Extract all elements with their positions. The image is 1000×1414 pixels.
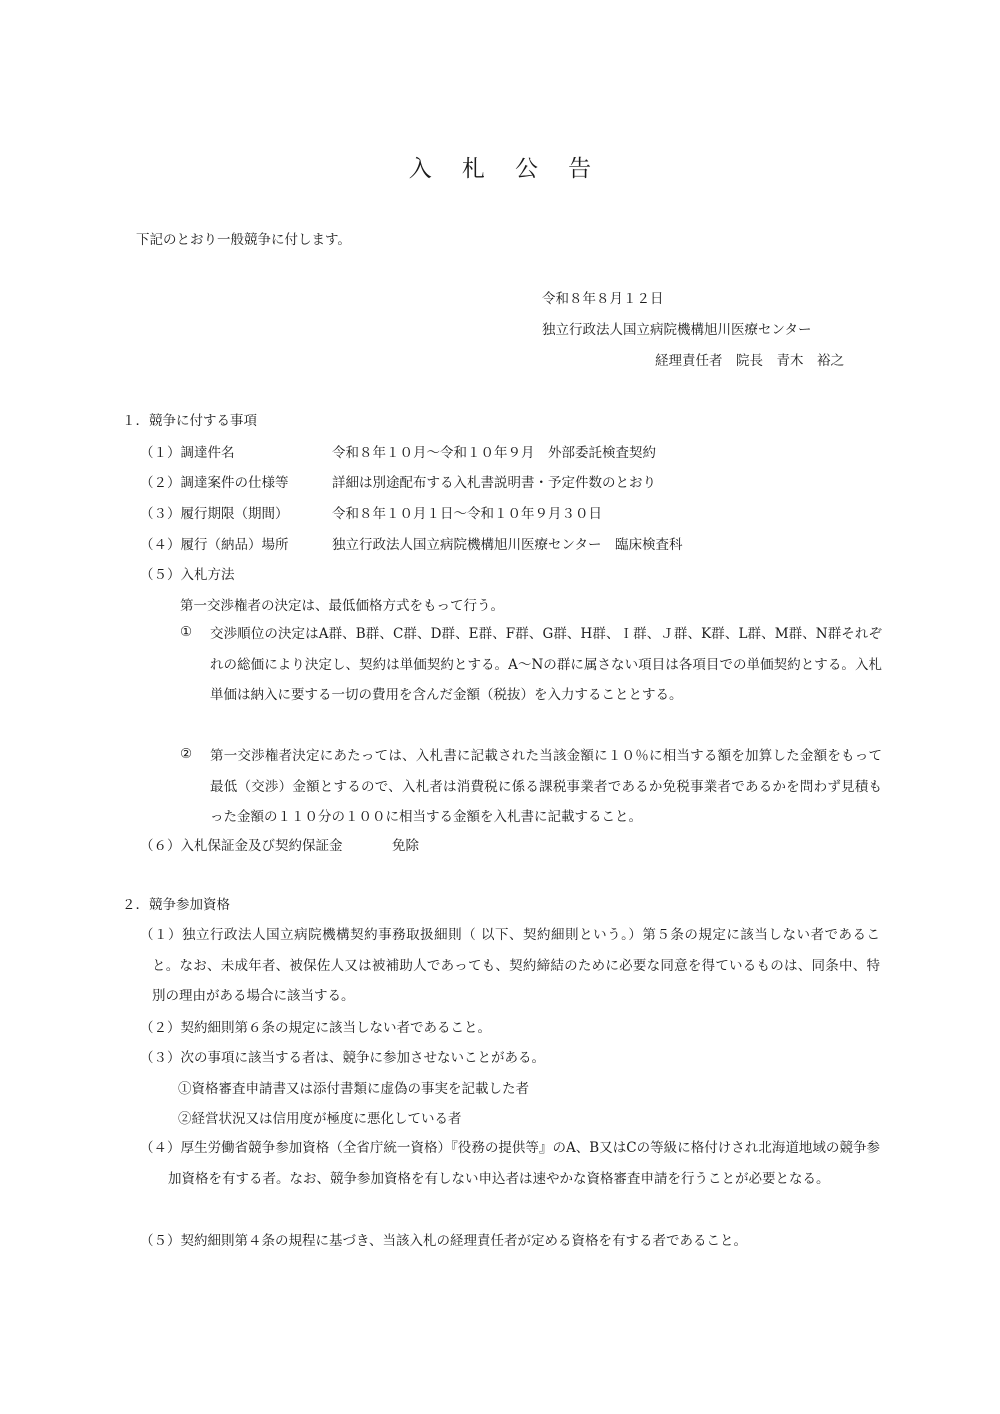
qualification-subitem: ①資格審査申請書又は添付書類に虚偽の事実を記載した者 [178,1081,529,1097]
title-char: 公 [515,156,539,182]
point-mark: ① [180,624,193,640]
title-char: 札 [461,156,485,182]
signer: 経理責任者 院長 青木 裕之 [655,353,844,369]
notice-date: 令和８年８月１２日 [542,291,664,307]
page-title [0,150,1000,183]
section1-heading: １．競争に付する事項 [122,413,257,429]
qualification-item: （５）契約細則第４条の規程に基づき、当該入札の経理責任者が定める資格を有する者であること。 [140,1233,747,1249]
item-value: 令和８年１０月１日～令和１０年９月３０日 [332,506,602,522]
deposit-label: （６）入札保証金及び契約保証金 [140,838,343,854]
qualification-item: （３）次の事項に該当する者は、競争に参加させないことがある。 [140,1050,545,1066]
item-label: （１）調達件名 [140,445,235,461]
deposit-value: 免除 [392,838,419,854]
item-value: 独立行政法人国立病院機構旭川医療センター 臨床検査科 [332,537,683,553]
title-char: 入 [408,156,432,182]
qualification-subitem: ②経営状況又は信用度が極度に悪化している者 [178,1111,462,1127]
point-mark: ② [180,746,193,762]
section2-heading: ２．競争参加資格 [122,897,230,913]
title-char: 告 [568,156,592,182]
item-value: 詳細は別途配布する入札書説明書・予定件数のとおり [332,475,656,491]
qualification-item: （１）独立行政法人国立病院機構契約事務取扱細則（ 以下、契約細則という。）第５条の規定に該当しない者であること。なお、未成年者、被保佐人又は被補助人であっても、契約締結のために必要な同意を得ているものは、同条中、特別の理由がある場合に該当する。 [140,927,880,1004]
issuing-organization: 独立行政法人国立病院機構旭川医療センター [542,322,812,338]
item-value: 令和８年１０月～令和１０年９月 外部委託検査契約 [332,445,656,461]
method-heading: （５）入札方法 [140,567,235,583]
item-label: （２）調達案件の仕様等 [140,475,289,491]
item-label: （４）履行（納品）場所 [140,537,289,553]
method-intro: 第一交渉権者の決定は、最低価格方式をもって行う。 [180,598,504,614]
item-label: （３）履行期限（期間） [140,506,289,522]
qualification-item: （２）契約細則第６条の規定に該当しない者であること。 [140,1020,491,1036]
intro-text: 下記のとおり一般競争に付します。 [136,232,351,248]
qualification-item: （４）厚生労働省競争参加資格（全省庁統一資格）『役務の提供等』のA、B又はCの等級に格付けされ北海道地域の競争参加資格を有する者。なお、競争参加資格を有しない申込者は速やかな資格審査申請を行うことが必要となる。 [140,1140,880,1187]
method-point-text: 第一交渉権者決定にあたっては、入札書に記載された当該金額に１０％に相当する額を加算した金額をもって最低（交渉）金額とするので、入札者は消費税に係る課税事業者であるか免税事業者であるかを問わず見積もった金額の１１０分の１００に相当する金額を入札書に記載すること。 [210,748,882,825]
method-point-text: 交渉順位の決定はA群、B群、C群、D群、E群、F群、G群、H群、Ｉ群、Ｊ群、K群、L群、M群、N群それぞれの総価により決定し、契約は単価契約とする。A～Nの群に属さない項目は各項目での単価契約とする。入札単価は納入に要する一切の費用を含んだ金額（税抜）を入力することとする。 [210,626,882,703]
